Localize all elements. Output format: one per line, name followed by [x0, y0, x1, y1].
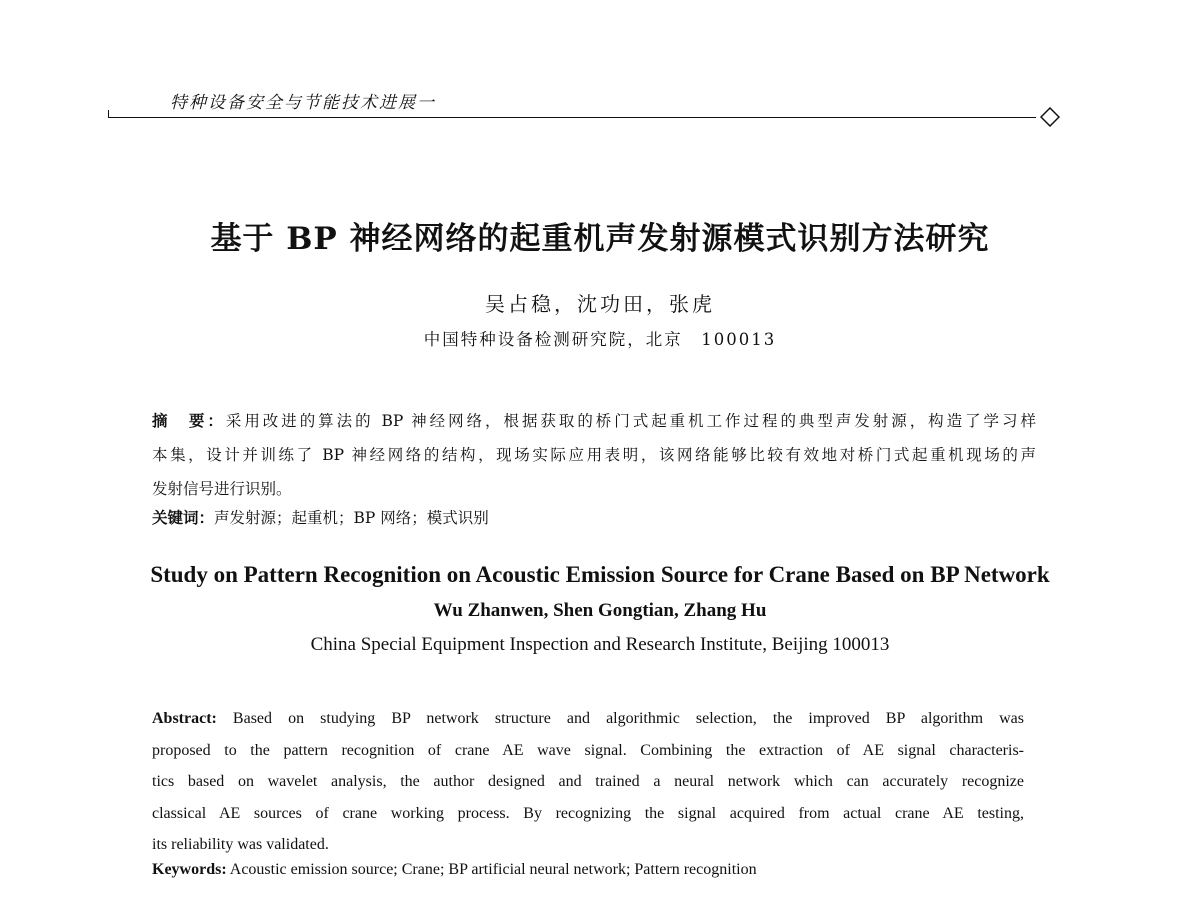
header-rule — [108, 117, 1036, 118]
paper-title-en: Study on Pattern Recognition on Acoustic Emission Source for Crane Based on BP Network — [150, 562, 1050, 587]
abstract-en — [152, 703, 1024, 861]
affiliation-en: China Special Equipment Inspection and Research Institute, Beijing 100013 — [310, 634, 890, 655]
diamond-icon — [1040, 107, 1060, 127]
paper-title-cn: 基于 BP 神经网络的起重机声发射源模式识别方法研究 — [210, 221, 990, 257]
abstract-en-line: classical AE sources of crane working process. By recognizing the signal acquired from actual crane AE testing, — [152, 804, 1024, 822]
keywords-cn-text: 声发射源；起重机；BP 网络；模式识别 — [214, 509, 489, 527]
running-header-title: 特种设备安全与节能技术进展一 — [170, 93, 436, 113]
abstract-en-line: tics based on wavelet analysis, the author designed and trained a neural network which can accurately recognize — [152, 773, 1024, 790]
abstract-cn-line: 本集，设计并训练了 BP 神经网络的结构，现场实际应用表明，该网络能够比较有效地对桥门式起重机现场的声 — [152, 446, 1036, 464]
abstract-cn-line: 摘 要：采用改进的算法的 BP 神经网络，根据获取的桥门式起重机工作过程的典型声发射源，构造了学习样 — [152, 411, 1036, 430]
abstract-en-line: Abstract: Based on studying BP network structure and algorithmic selection, the improved BP algorithm was — [152, 710, 1024, 727]
abstract-cn-line: 发射信号进行识别。 — [152, 480, 292, 498]
authors-cn: 吴占稳，沈功田，张虎 — [485, 292, 715, 316]
keywords-en — [152, 861, 757, 879]
keywords-en-label: Keywords: — [152, 861, 227, 878]
affiliation-cn: 中国特种设备检测研究院，北京 100013 — [423, 330, 777, 349]
abstract-en-line: its reliability was validated. — [152, 836, 329, 853]
keywords-cn — [152, 506, 489, 528]
abstract-cn-label: 摘 要： — [152, 411, 226, 430]
keywords-en-text: Acoustic emission source; Crane; BP artificial neural network; Pattern recognition — [226, 861, 757, 878]
authors-en: Wu Zhanwen, Shen Gongtian, Zhang Hu — [433, 600, 767, 621]
abstract-cn — [152, 404, 1036, 506]
abstract-en-line: proposed to the pattern recognition of crane AE wave signal. Combining the extraction of AE signal characteris- — [152, 741, 1024, 759]
keywords-cn-label: 关键词： — [152, 508, 215, 527]
abstract-en-label: Abstract: — [152, 710, 217, 727]
